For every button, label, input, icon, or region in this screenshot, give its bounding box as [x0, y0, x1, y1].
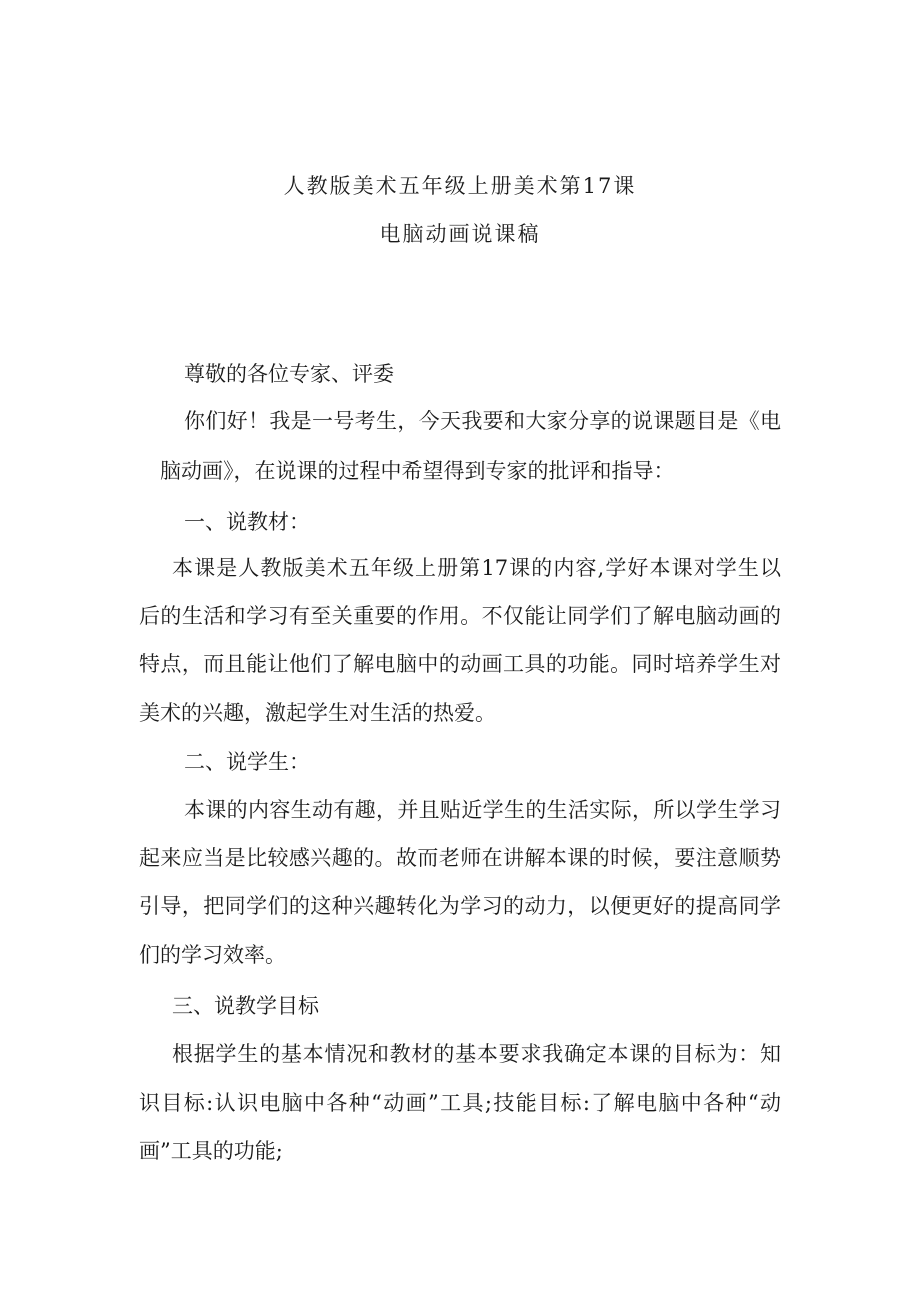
section-heading: 一、说教材：: [184, 510, 310, 534]
paragraph-line: 本课的内容生动有趣，并且贴近学生的生活实际，所以学生学习: [184, 798, 781, 822]
section-heading: 三、说教学目标: [172, 994, 319, 1018]
intro-line: 你们好！我是一号考生，今天我要和大家分享的说课题目是《电: [184, 409, 781, 433]
document-title: 人教版美术五年级上册美术第17课: [283, 174, 637, 198]
greeting: 尊敬的各位专家、评委: [184, 362, 394, 386]
paragraph-line: 后的生活和学习有至关重要的作用。不仅能让同学们了解电脑动画的: [139, 604, 781, 628]
paragraph-line: 美术的兴趣，激起学生对生活的热爱。: [139, 701, 496, 725]
paragraph-line: 引导，把同学们的这种兴趣转化为学习的动力，以便更好的提高同学: [139, 894, 781, 918]
paragraph-line: 起来应当是比较感兴趣的。故而老师在讲解本课的时候，要注意顺势: [139, 846, 781, 870]
document-subtitle: 电脑动画说课稿: [379, 222, 541, 246]
paragraph-line: 识目标:认识电脑中各种“动画”工具;技能目标:了解电脑中各种“动: [139, 1091, 781, 1115]
paragraph-line: 根据学生的基本情况和教材的基本要求我确定本课的目标为：知: [172, 1042, 781, 1066]
intro-line: 脑动画》，在说课的过程中希望得到专家的批评和指导：: [160, 459, 675, 483]
paragraph-line: 画”工具的功能;: [139, 1139, 283, 1163]
paragraph-line: 们的学习效率。: [139, 943, 286, 967]
paragraph-line: 本课是人教版美术五年级上册第17课的内容,学好本课对学生以: [172, 556, 781, 580]
section-heading: 二、说学生：: [184, 750, 310, 774]
paragraph-line: 特点，而且能让他们了解电脑中的动画工具的功能。同时培养学生对: [139, 652, 781, 676]
